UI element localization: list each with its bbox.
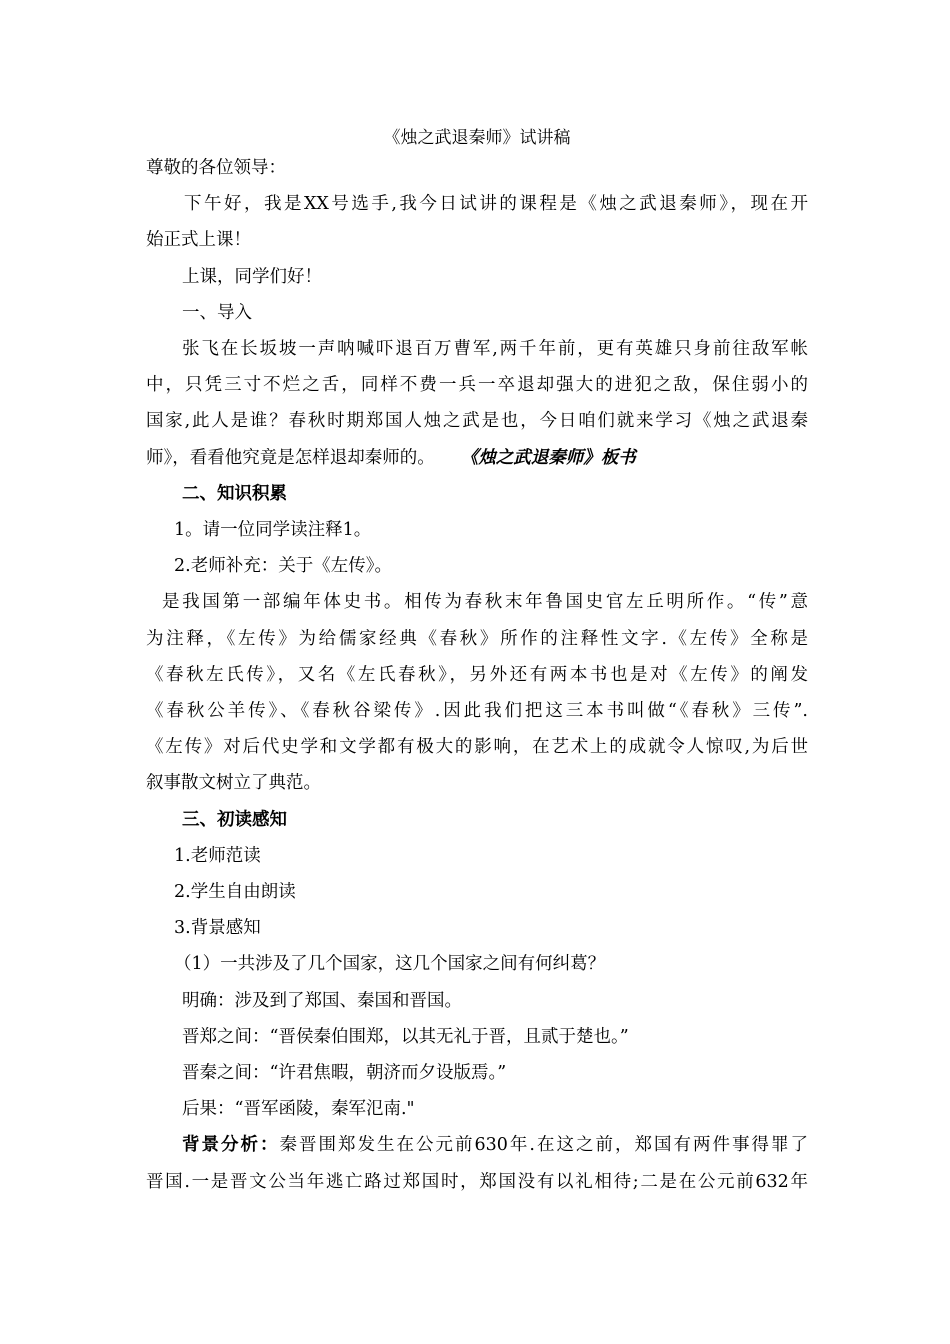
document-body [146,126,808,1200]
board-note: 《烛之武退秦师》板书 [460,447,636,468]
section-heading-intro: 一、导入 [182,302,252,323]
section-paragraph-line: 中，只凭三寸不烂之舌，同样不费一兵一卒退却强大的进犯之敌，保住弱小的 [146,375,808,396]
answer-line: 晋郑之间：“晋侯秦伯围郑，以其无礼于晋，且贰于楚也。” [182,1026,629,1047]
section-paragraph-line: 晋国.一是晋文公当年逃亡路过郑国时，郑国没有以礼相待;二是在公元前632年 [146,1171,808,1192]
list-item: 3.背景感知 [174,918,261,939]
section-paragraph-line: 《春秋公羊传》、《春秋谷梁传》.因此我们把这三本书叫做“《春秋》三传”. [146,701,808,722]
answer-line: 后果：“晋军函陵，秦军氾南." [182,1099,415,1120]
list-item: 1.老师范读 [174,845,261,866]
document-title: 《烛之武退秦师》试讲稿 [383,128,571,148]
intro-paragraph: 上课，同学们好！ [182,266,322,287]
section-paragraph-line: 《春秋左氏传》，又名《左氏春秋》，另外还有两本书也是对《左传》的阐发 [146,664,808,685]
answer-line: 明确：涉及到了郑国、秦国和晋国。 [182,990,462,1011]
section-heading-knowledge: 二、知识积累 [182,483,287,504]
section-paragraph-line: 为注释，《左传》为给儒家经典《春秋》所作的注释性文字.《左传》全称是 [146,628,808,649]
question: （1）一共涉及了几个国家，这几个国家之间有何纠葛？ [174,954,606,975]
section-paragraph-line [146,440,808,476]
list-item: 2.老师补充：关于《左传》。 [174,556,392,577]
section-paragraph-line: 张飞在长坂坡一声呐喊吓退百万曹军,两千年前，更有英雄只身前往敌军帐 [182,339,808,360]
background-label: 背景分析： [182,1135,280,1156]
section-paragraph-line [146,1127,808,1163]
section-paragraph-line: 国家,此人是谁？春秋时期郑国人烛之武是也，今日咱们就来学习《烛之武退秦 [146,411,808,432]
intro-paragraph-line: 下午好，我是XX号选手,我今日试讲的课程是《烛之武退秦师》，现在开 [184,194,808,215]
paragraph-text: 师》，看看他究竟是怎样退却秦师的。 [146,447,435,468]
greeting: 尊敬的各位领导： [146,158,286,178]
paragraph-text: 秦晋围郑发生在公元前630年.在这之前，郑国有两件事得罪了 [279,1135,809,1156]
section-paragraph-line: 《左传》对后代史学和文学都有极大的影响，在艺术上的成就令人惊叹,为后世 [146,737,808,758]
answer-line: 晋秦之间：“许君焦暇，朝济而夕设版焉。” [182,1063,507,1084]
intro-paragraph-line: 始正式上课！ [146,230,251,251]
section-paragraph-line: 是我国第一部编年体史书。相传为春秋末年鲁国史官左丘明所作。“传”意 [162,592,808,613]
list-item: 1。请一位同学读注释1。 [174,520,372,541]
list-item: 2.学生自由朗读 [174,882,296,903]
section-paragraph-line: 叙事散文树立了典范。 [146,773,321,794]
section-heading-reading: 三、初读感知 [182,809,287,830]
